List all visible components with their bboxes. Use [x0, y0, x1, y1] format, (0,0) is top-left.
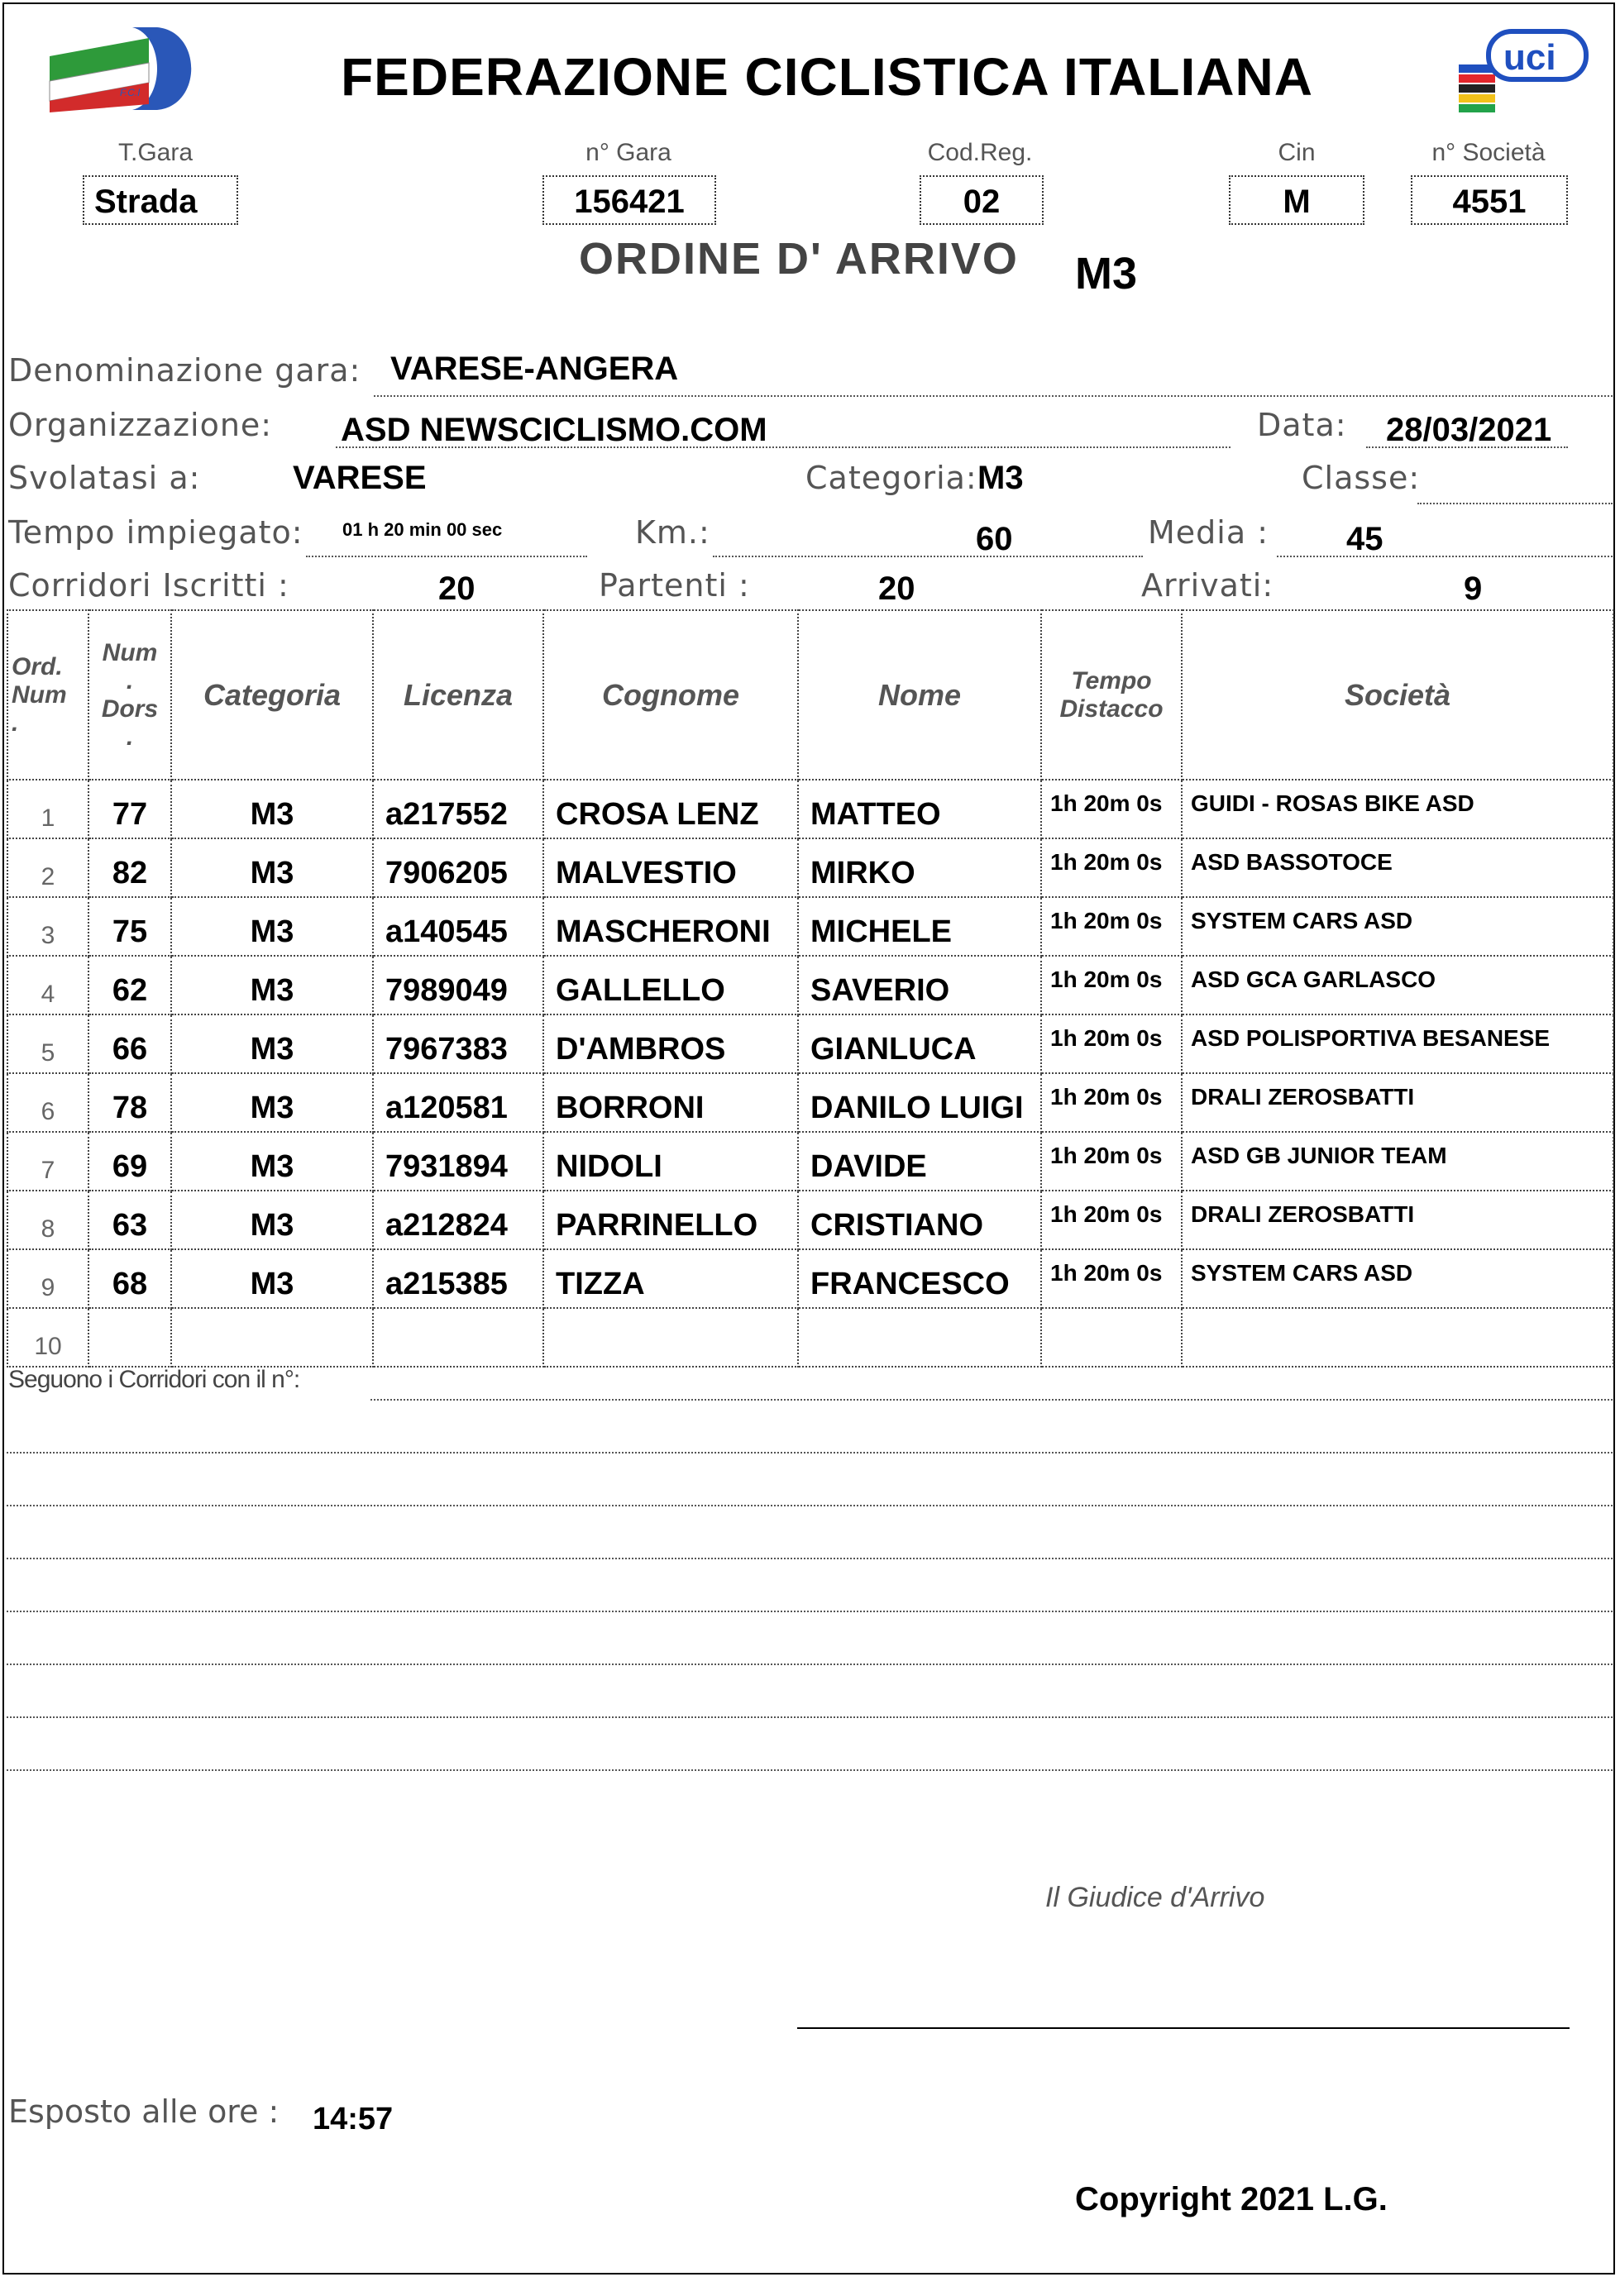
seguono-line-8 — [7, 1769, 1613, 1771]
cell-cognome: TIZZA — [543, 1249, 798, 1308]
cell-societa: ASD BASSOTOCE — [1182, 838, 1613, 897]
partenti-value: 20 — [878, 570, 915, 607]
ngara-label: n° Gara — [585, 139, 671, 166]
header-licenza: Licenza — [373, 610, 543, 780]
partenti-label: Partenti : — [599, 567, 750, 604]
seguono-line-7 — [7, 1716, 1613, 1718]
km-label: Km.: — [635, 514, 710, 551]
denominazione-label: Denominazione gara: — [8, 352, 361, 389]
arrivati-label: Arrivati: — [1141, 567, 1274, 604]
cell-categoria: M3 — [171, 897, 373, 956]
organizzazione-value: ASD NEWSCICLISMO.COM — [341, 412, 767, 448]
cell-ord: 8 — [7, 1191, 88, 1249]
tgara-value: Strada — [83, 175, 238, 225]
cell-nome: SAVERIO — [798, 956, 1041, 1014]
cell-tempo: 1h 20m 0s — [1041, 1073, 1182, 1132]
nsocieta-label: n° Società — [1431, 139, 1546, 166]
iscritti-label: Corridori Iscritti : — [8, 567, 289, 604]
header-cognome: Cognome — [543, 610, 798, 780]
cell-nome: GIANLUCA — [798, 1014, 1041, 1073]
table-row — [7, 1308, 1613, 1367]
iscritti-value: 20 — [438, 570, 475, 607]
page-title: FEDERAZIONE CICLISTICA ITALIANA — [341, 47, 1313, 107]
tempo-line — [306, 556, 587, 557]
seguono-line-1 — [370, 1399, 1613, 1401]
cell-tempo: 1h 20m 0s — [1041, 838, 1182, 897]
denominazione-line — [374, 395, 1613, 397]
cell-categoria: M3 — [171, 1191, 373, 1249]
cell-societa: DRALI ZEROSBATTI — [1182, 1073, 1613, 1132]
ngara-value: 156421 — [542, 175, 716, 225]
seguono-line-6 — [7, 1664, 1613, 1665]
categoria-value: M3 — [977, 460, 1024, 496]
cell-dors: 78 — [88, 1073, 171, 1132]
seguono-line-5 — [7, 1611, 1613, 1612]
cell-societa: GUIDI - ROSAS BIKE ASD — [1182, 780, 1613, 838]
esposto-label: Esposto alle ore : — [8, 2093, 280, 2130]
cell-tempo: 1h 20m 0s — [1041, 956, 1182, 1014]
classe-label: Classe: — [1302, 460, 1421, 496]
giudice-label: Il Giudice d'Arrivo — [1045, 1882, 1265, 1913]
cell-ord: 4 — [7, 956, 88, 1014]
esposto-value: 14:57 — [313, 2102, 394, 2136]
cell-cognome: PARRINELLO — [543, 1191, 798, 1249]
cell-dors: 82 — [88, 838, 171, 897]
results-table — [7, 609, 1614, 1368]
table-header-row — [7, 610, 1613, 780]
cell-categoria: M3 — [171, 838, 373, 897]
cell-dors: 63 — [88, 1191, 171, 1249]
cell-societa: SYSTEM CARS ASD — [1182, 1249, 1613, 1308]
seguono-line-2 — [7, 1452, 1613, 1453]
data-label: Data: — [1257, 407, 1347, 443]
header-nome: Nome — [798, 610, 1041, 780]
media-value: 45 — [1346, 521, 1383, 557]
cell-dors: 75 — [88, 897, 171, 956]
cell-dors: 68 — [88, 1249, 171, 1308]
km-value: 60 — [976, 521, 1013, 557]
table-row — [7, 956, 1613, 1014]
header-num-dors: Num . Dors . — [88, 610, 171, 780]
fci-logo-text: F.C.I — [120, 87, 141, 98]
cell-licenza: a217552 — [373, 780, 543, 838]
cell-tempo: 1h 20m 0s — [1041, 897, 1182, 956]
table-row — [7, 1249, 1613, 1308]
table-row — [7, 1132, 1613, 1191]
cell-cognome: MASCHERONI — [543, 897, 798, 956]
data-value: 28/03/2021 — [1386, 412, 1552, 448]
cell-societa: ASD GCA GARLASCO — [1182, 956, 1613, 1014]
cell-nome: MIRKO — [798, 838, 1041, 897]
cell-cognome: MALVESTIO — [543, 838, 798, 897]
organizzazione-label: Organizzazione: — [8, 407, 273, 443]
cell-dors: 62 — [88, 956, 171, 1014]
cell-nome: CRISTIANO — [798, 1191, 1041, 1249]
cell-licenza: a215385 — [373, 1249, 543, 1308]
cell-societa: ASD POLISPORTIVA BESANESE — [1182, 1014, 1613, 1073]
cell-dors: 66 — [88, 1014, 171, 1073]
svolatasi-value: VARESE — [293, 460, 427, 496]
signature-line — [797, 2027, 1570, 2029]
media-line — [1277, 556, 1613, 557]
cell-ord: 7 — [7, 1132, 88, 1191]
cell-ord: 10 — [7, 1308, 88, 1367]
cell-nome: DAVIDE — [798, 1132, 1041, 1191]
cell-cognome: NIDOLI — [543, 1132, 798, 1191]
cell-categoria — [171, 1308, 373, 1367]
doc-category: M3 — [1075, 249, 1138, 298]
cell-nome: MATTEO — [798, 780, 1041, 838]
cell-licenza: 7906205 — [373, 838, 543, 897]
header-tempo: Tempo Distacco — [1041, 610, 1182, 780]
cell-cognome — [543, 1308, 798, 1367]
cell-licenza: a120581 — [373, 1073, 543, 1132]
header-ord-num: Ord. Num . — [7, 610, 88, 780]
categoria-label: Categoria: — [805, 460, 977, 496]
table-row — [7, 1014, 1613, 1073]
cell-cognome: GALLELLO — [543, 956, 798, 1014]
cell-licenza: 7989049 — [373, 956, 543, 1014]
cell-tempo: 1h 20m 0s — [1041, 1249, 1182, 1308]
cin-label: Cin — [1278, 139, 1316, 166]
cell-societa: DRALI ZEROSBATTI — [1182, 1191, 1613, 1249]
cell-nome — [798, 1308, 1041, 1367]
cell-nome: FRANCESCO — [798, 1249, 1041, 1308]
cell-cognome: D'AMBROS — [543, 1014, 798, 1073]
copyright: Copyright 2021 L.G. — [1075, 2181, 1388, 2217]
cell-societa: ASD GB JUNIOR TEAM — [1182, 1132, 1613, 1191]
doc-title: ORDINE D' ARRIVO — [579, 234, 1019, 284]
cell-dors: 77 — [88, 780, 171, 838]
cell-categoria: M3 — [171, 956, 373, 1014]
seguono-line-3 — [7, 1505, 1613, 1506]
cell-tempo: 1h 20m 0s — [1041, 1191, 1182, 1249]
cell-societa: SYSTEM CARS ASD — [1182, 897, 1613, 956]
classe-line — [1417, 503, 1613, 504]
cell-dors: 69 — [88, 1132, 171, 1191]
km-line — [713, 556, 1143, 557]
cell-tempo — [1041, 1308, 1182, 1367]
media-label: Media : — [1148, 514, 1269, 551]
cell-categoria: M3 — [171, 780, 373, 838]
cell-tempo: 1h 20m 0s — [1041, 1132, 1182, 1191]
cell-dors — [88, 1308, 171, 1367]
denominazione-value: VARESE-ANGERA — [390, 351, 679, 387]
cell-nome: DANILO LUIGI — [798, 1073, 1041, 1132]
cell-cognome: BORRONI — [543, 1073, 798, 1132]
nsocieta-value: 4551 — [1411, 175, 1568, 225]
data-line — [1366, 446, 1568, 448]
cell-ord: 1 — [7, 780, 88, 838]
tgara-label: T.Gara — [117, 139, 194, 166]
fci-logo — [33, 23, 198, 114]
codreg-value: 02 — [920, 175, 1044, 225]
cell-licenza: 7967383 — [373, 1014, 543, 1073]
cell-nome: MICHELE — [798, 897, 1041, 956]
codreg-label: Cod.Reg. — [927, 139, 1033, 166]
cell-licenza: a140545 — [373, 897, 543, 956]
cell-ord: 6 — [7, 1073, 88, 1132]
cell-ord: 2 — [7, 838, 88, 897]
cell-categoria: M3 — [171, 1073, 373, 1132]
cin-value: M — [1229, 175, 1364, 225]
cell-ord: 3 — [7, 897, 88, 956]
tempo-value: 01 h 20 min 00 sec — [342, 519, 503, 540]
cell-categoria: M3 — [171, 1014, 373, 1073]
table-row — [7, 1073, 1613, 1132]
table-row — [7, 780, 1613, 838]
svolatasi-label: Svolatasi a: — [8, 460, 201, 496]
header-societa: Società — [1182, 610, 1613, 780]
uci-logo — [1452, 23, 1593, 114]
tempo-label: Tempo impiegato: — [8, 514, 303, 551]
seguono-line-4 — [7, 1558, 1613, 1559]
table-row — [7, 1191, 1613, 1249]
table-row — [7, 897, 1613, 956]
cell-categoria: M3 — [171, 1249, 373, 1308]
organizzazione-line — [336, 446, 1231, 448]
arrivati-value: 9 — [1464, 570, 1483, 607]
seguono-label: Seguono i Corridori con il n°: — [8, 1366, 300, 1393]
header-categoria: Categoria — [171, 610, 373, 780]
cell-ord: 5 — [7, 1014, 88, 1073]
cell-tempo: 1h 20m 0s — [1041, 1014, 1182, 1073]
uci-logo-text: uci — [1503, 37, 1556, 78]
cell-licenza — [373, 1308, 543, 1367]
cell-categoria: M3 — [171, 1132, 373, 1191]
cell-ord: 9 — [7, 1249, 88, 1308]
cell-tempo: 1h 20m 0s — [1041, 780, 1182, 838]
cell-societa — [1182, 1308, 1613, 1367]
table-row — [7, 838, 1613, 897]
cell-licenza: 7931894 — [373, 1132, 543, 1191]
cell-cognome: CROSA LENZ — [543, 780, 798, 838]
cell-licenza: a212824 — [373, 1191, 543, 1249]
